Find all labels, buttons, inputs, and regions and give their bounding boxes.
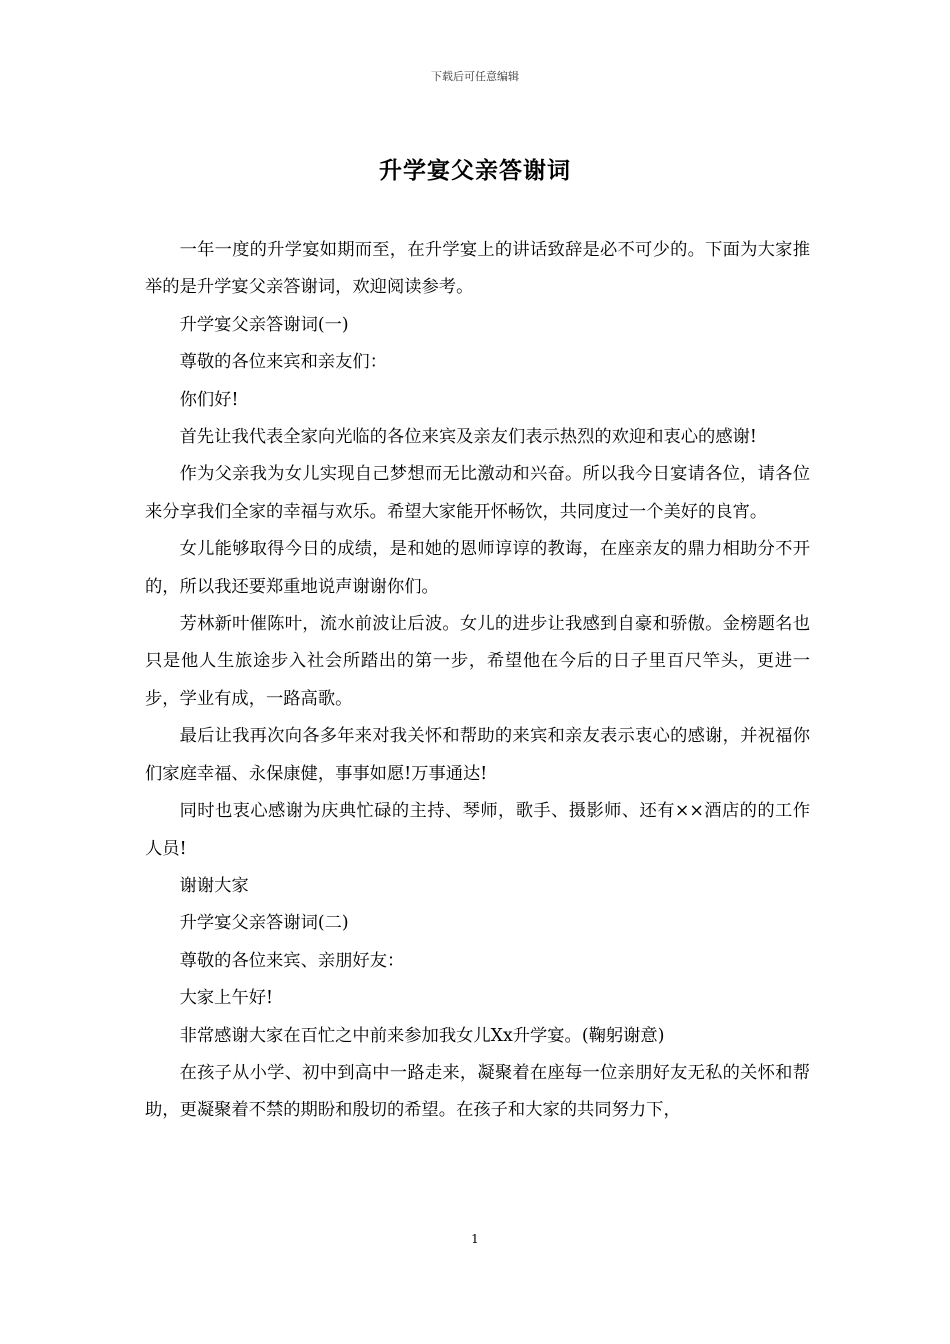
paragraph: 同时也衷心感谢为庆典忙碌的主持、琴师，歌手、摄影师、还有××酒店的的工作人员!	[145, 801, 810, 859]
page-number: 1	[471, 1232, 479, 1246]
paragraph: 你们好!	[179, 389, 239, 410]
paragraph: 非常感谢大家在百忙之中前来参加我女儿Xx升学宴。(鞠躬谢意)	[179, 1025, 665, 1046]
paragraph: 最后让我再次向各多年来对我关怀和帮助的来宾和亲友表示衷心的感谢，并祝福你们家庭幸福、永保康健，事事如愿!万事通达!	[145, 726, 810, 784]
page-header: 下载后可任意编辑	[431, 70, 519, 83]
paragraph: 升学宴父亲答谢词(一)	[179, 314, 349, 335]
paragraph: 升学宴父亲答谢词(二)	[179, 913, 349, 934]
paragraph: 尊敬的各位来宾、亲朋好友：	[179, 950, 405, 971]
paragraph: 在孩子从小学、初中到高中一路走来，凝聚着在座每一位亲朋好友无私的关怀和帮助，更凝聚着不禁的期盼和殷切的希望。在孩子和大家的共同努力下，	[145, 1062, 810, 1121]
paragraph: 芳林新叶催陈叶，流水前波让后波。女儿的进步让我感到自豪和骄傲。金榜题名也只是他人生旅途步入社会所踏出的第一步，希望他在今后的日子里百尺竿头，更进一步，学业有成，一路高歌。	[145, 614, 810, 709]
paragraph: 尊敬的各位来宾和亲友们：	[179, 352, 387, 373]
document-body	[145, 232, 810, 1130]
paragraph: 一年一度的升学宴如期而至，在升学宴上的讲话致辞是必不可少的。下面为大家推举的是升学宴父亲答谢词，欢迎阅读参考。	[145, 240, 810, 298]
paragraph: 首先让我代表全家向光临的各位来宾及亲友们表示热烈的欢迎和衷心的感谢!	[179, 427, 757, 448]
paragraph: 女儿能够取得今日的成绩，是和她的恩师谆谆的教诲，在座亲友的鼎力相助分不开的，所以我还要郑重地说声谢谢你们。	[145, 539, 810, 597]
paragraph: 谢谢大家	[179, 875, 249, 896]
document-title: 升学宴父亲答谢词	[379, 157, 571, 184]
paragraph: 大家上午好!	[179, 988, 273, 1009]
paragraph: 作为父亲我为女儿实现自己梦想而无比激动和兴奋。所以我今日宴请各位，请各位来分享我们全家的幸福与欢乐。希望大家能开怀畅饮，共同度过一个美好的良宵。	[145, 464, 810, 522]
